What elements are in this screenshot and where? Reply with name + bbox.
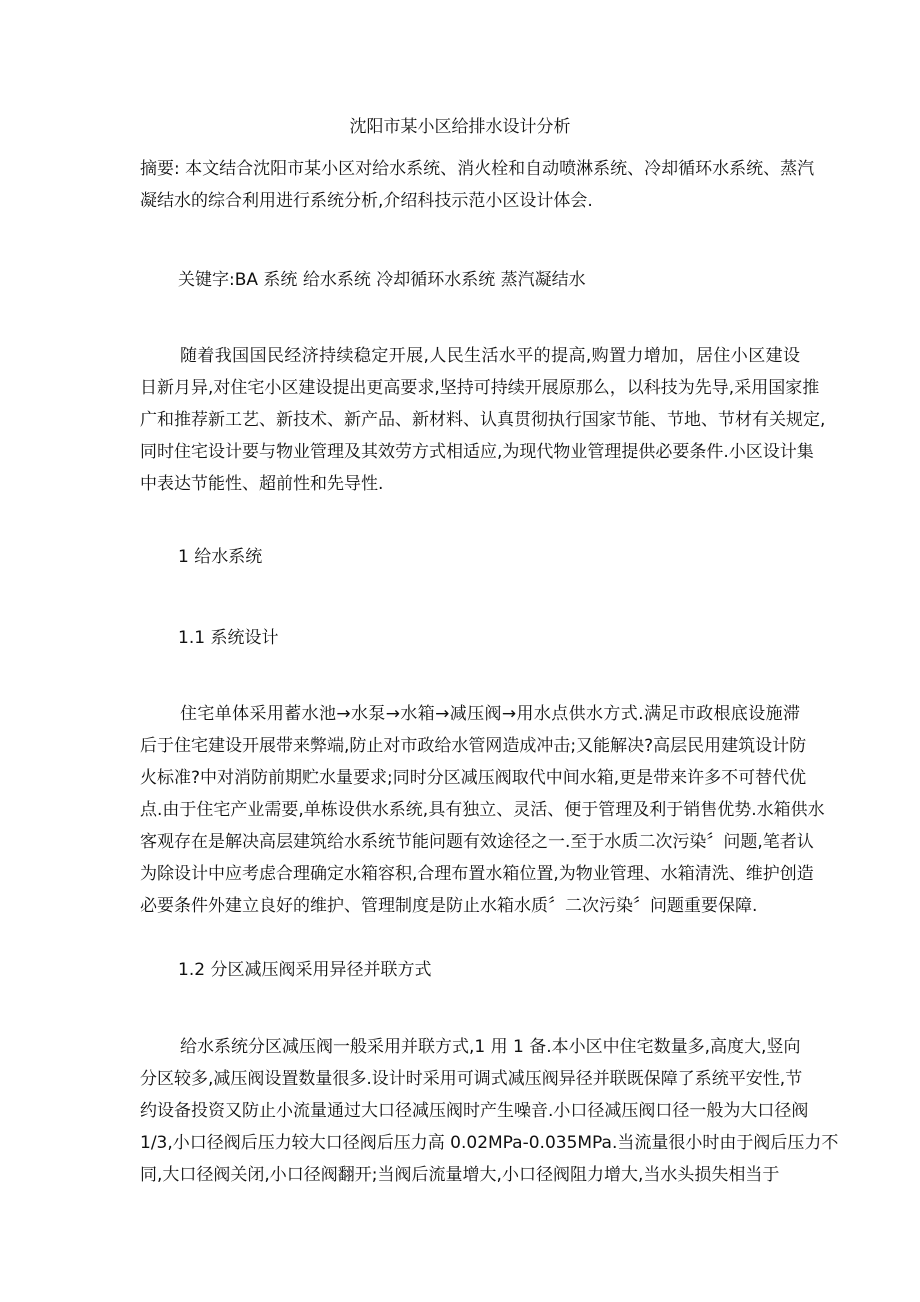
text-line: 同,大口径阀关闭,小口径阀翻开;当阀后流量增大,小口径阀阻力增大,当水头损失相当于 [140, 1165, 780, 1185]
heading-system-design: 1.1 系统设计 [178, 628, 279, 648]
text-line: 约设备投资又防止小流量通过大口径减压阀时产生噪音.小口径减压阀口径一般为大口径阀 [140, 1101, 809, 1121]
text-line: 广和推荐新工艺、新技术、新产品、新材料、认真贯彻执行国家节能、节地、节材有关规定, [140, 410, 826, 430]
text-line: 客观存在是解决高层建筑给水系统节能问题有效途径之一.至于水质二次污染〞问题,笔者认 [140, 832, 814, 852]
text-line: 中表达节能性、超前性和先导性. [140, 474, 384, 494]
abstract [140, 153, 815, 217]
heading-water-supply: 1 给水系统 [178, 547, 263, 567]
text-line: 分区较多,减压阀设置数量很多.设计时采用可调式减压阀异径并联既保障了系统平安性,节 [140, 1069, 803, 1089]
text-line: 给水系统分区减压阀一般采用并联方式,1 用 1 备.本小区中住宅数量多,高度大,竖向 [180, 1037, 801, 1057]
text-line: 凝结水的综合利用进行系统分析,介绍科技示范小区设计体会. [140, 191, 593, 211]
text-line: 点.由于住宅产业需要,单栋设供水系统,具有独立、灵活、便于管理及利于销售优势.水箱供水 [140, 800, 825, 820]
text-line: 摘要: 本文结合沈阳市某小区对给水系统、消火栓和自动喷淋系统、冷却循环水系统、蒸汽 [140, 159, 815, 179]
system-design-paragraph [140, 698, 825, 922]
text-line: 日新月异,对住宅小区建设提出更高要求,坚持可持续开展原那么，以科技为先导,采用国家推 [140, 378, 820, 398]
text-line: 住宅单体采用蓄水池→水泵→水箱→减压阀→用水点供水方式.满足市政根底设施滞 [180, 704, 800, 724]
text-line: 后于住宅建设开展带来弊端,防止对市政给水管网造成冲击;又能解决?高层民用建筑设计防 [140, 736, 807, 756]
text-line: 1/3,小口径阀后压力较大口径阀后压力高 0.02MPa-0.035MPa.当流量很小时由于阀后压力不 [140, 1133, 839, 1153]
text-line: 随着我国国民经济持续稳定开展,人民生活水平的提高,购置力增加，居住小区建设 [180, 346, 800, 366]
heading-pressure-valve: 1.2 分区减压阀采用异径并联方式 [178, 960, 432, 980]
pressure-valve-paragraph [140, 1031, 839, 1191]
text-line: 为除设计中应考虑合理确定水箱容积,合理布置水箱位置,为物业管理、水箱清洗、维护创造 [140, 864, 814, 884]
keywords: 关键字:BA 系统 给水系统 冷却循环水系统 蒸汽凝结水 [178, 270, 586, 290]
document-title: 沈阳市某小区给排水设计分析 [349, 117, 571, 137]
text-line: 必要条件外建立良好的维护、管理制度是防止水箱水质〞二次污染〞问题重要保障. [140, 896, 758, 916]
text-line: 火标准?中对消防前期贮水量要求;同时分区减压阀取代中间水箱,更是带来许多不可替代优 [140, 768, 807, 788]
text-line: 同时住宅设计要与物业管理及其效劳方式相适应,为现代物业管理提供必要条件.小区设计集 [140, 442, 814, 462]
intro-paragraph [140, 340, 826, 500]
